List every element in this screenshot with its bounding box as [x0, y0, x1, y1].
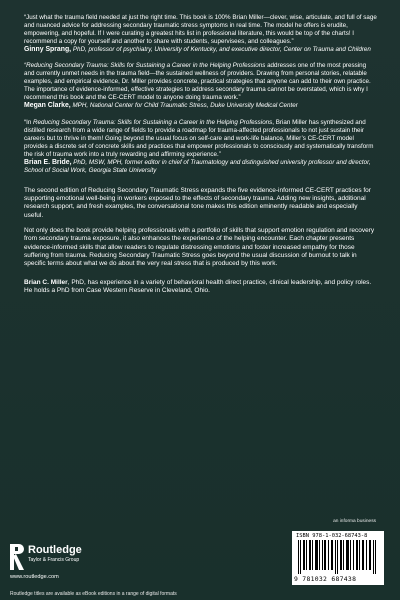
routledge-r-icon: [10, 544, 24, 570]
endorsement-quote: “Just what the trauma field needed at just the right time. This book is 100% Brian Miller—clever, wise, articulate, and full of sage and nuanced advice for addressing secondary traumatic stress symptoms in real time. The model he offers is erudite, empowering, and hopeful. If I were curating a greatest hits list in professional literature, this would be top of the charts! I recommend a copy for yourself and another to share with students, supervisees, and colleagues.” Ginny Sprang, PhD, professor of psychiatry, University of Kentucky, and executive director, Center on Trauma and Children: [24, 14, 377, 54]
publisher-name: Routledge: [28, 544, 82, 556]
barcode-bars-icon: [298, 540, 378, 574]
routledge-logo: [10, 544, 150, 572]
endorser-name: Megan Clarke,: [24, 102, 71, 110]
informa-tagline: an informa business: [333, 519, 376, 524]
endorser-affiliation: PhD, professor of psychiatry, University of Kentucky, and executive director, Center on Trauma and Children: [71, 46, 371, 54]
endorser-affiliation: MPH, National Center for Child Traumatic Stress, Duke University Medical Center: [70, 102, 298, 110]
publisher-subtitle: Taylor & Francis Group: [28, 557, 80, 563]
description-paragraph: Not only does the book provide helping professionals with a portfolio of skills that support emotion regulation and recovery from secondary trauma exposure, it also enhances the experience of the helping encounter. Each chapter presents evidence-informed skills that allow readers to regulate distressing emotions and foster increased empathy for those suffering from trauma. Reducing Secondary Traumatic Stress goes beyond the usual discussion of burnout to talk in specific terms about what we do about the very real stress that is produced by this work.: [24, 227, 375, 268]
barcode-number: 9 781032 687438: [294, 575, 357, 583]
author-name: Brian C. Miller: [24, 278, 68, 286]
endorser-name: Brian E. Bride,: [24, 158, 72, 166]
endorser-name: Ginny Sprang,: [24, 46, 72, 54]
description-paragraph: The second edition of Reducing Secondary Traumatic Stress expands the five evidence-informed CE-CERT practices for supporting emotional well-being in workers exposed to the effects of secondary trauma. Adding new insights, additional research support, and fresh examples, the conversational tone makes this edition eminently readable and especially useful.: [24, 186, 371, 219]
endorsement-quote: “Reducing Secondary Trauma: Skills for Sustaining a Career in the Helping Professions addresses one of the most pressing and currently unmet needs in the trauma field—the sustained wellness of providers. Drawing from personal stories, relatable examples, and empirical evidence, Dr. Miller provides concrete, practical strategies that anyone can add to their own practice. The importance of evidence-informed, effective strategies to address secondary trauma cannot be overstated, which is why I recommend this book and the CE-CERT model to anyone doing trauma work.” Megan Clarke, MPH, National Center for Child Traumatic Stress, Duke University Medical Center: [24, 62, 371, 110]
endorsement-quote: “In Reducing Secondary Trauma: Skills for Sustaining a Career in the Helping Professions, Brian Miller has synthesized and distilled research from a wide range of fields to provide a roadmap for trauma-affected professionals to not just sustain their careers but to thrive in them! Going beyond the usual focus on self-care and work-life balance, Miller’s CE-CERT model provides a discrete set of concrete skills and practices that empower professionals to consciously and systematically transform the risk of trauma work into a truly rewarding and affirming experience.” Brian E. Bride, PhD, MSW, MPH, former editor in chief of Traumatology and distinguished university professor and director, School of Social Work, Georgia State University: [24, 118, 374, 174]
book-title-italic: Reducing Secondary Trauma: Skills for Sustaining a Career in the Helping Professions: [33, 118, 273, 126]
book-title-italic: “Reducing Secondary Trauma: Skills for Sustaining a Career in the Helping Professions: [24, 62, 266, 70]
back-cover-text: [24, 14, 378, 302]
isbn-label: ISBN 978-1-032-68743-8: [296, 533, 368, 539]
author-bio: Brian C. Miller, PhD, has experience in a variety of behavioral health direct practice, clinical leadership, and policy roles. He holds a PhD from Case Western Reserve in Cleveland, Ohio.: [24, 278, 372, 294]
barcode: [292, 531, 384, 585]
publisher-url[interactable]: www.routledge.com: [10, 574, 59, 580]
ebook-note: Routledge titles are available as eBook editions in a range of digital formats: [10, 591, 177, 597]
publisher-footer: [0, 505, 400, 600]
endorser-affiliation: PhD, MSW, MPH, former editor in chief of Traumatology and distinguished university professor and director, School of Social Work, Georgia State University: [24, 158, 371, 174]
